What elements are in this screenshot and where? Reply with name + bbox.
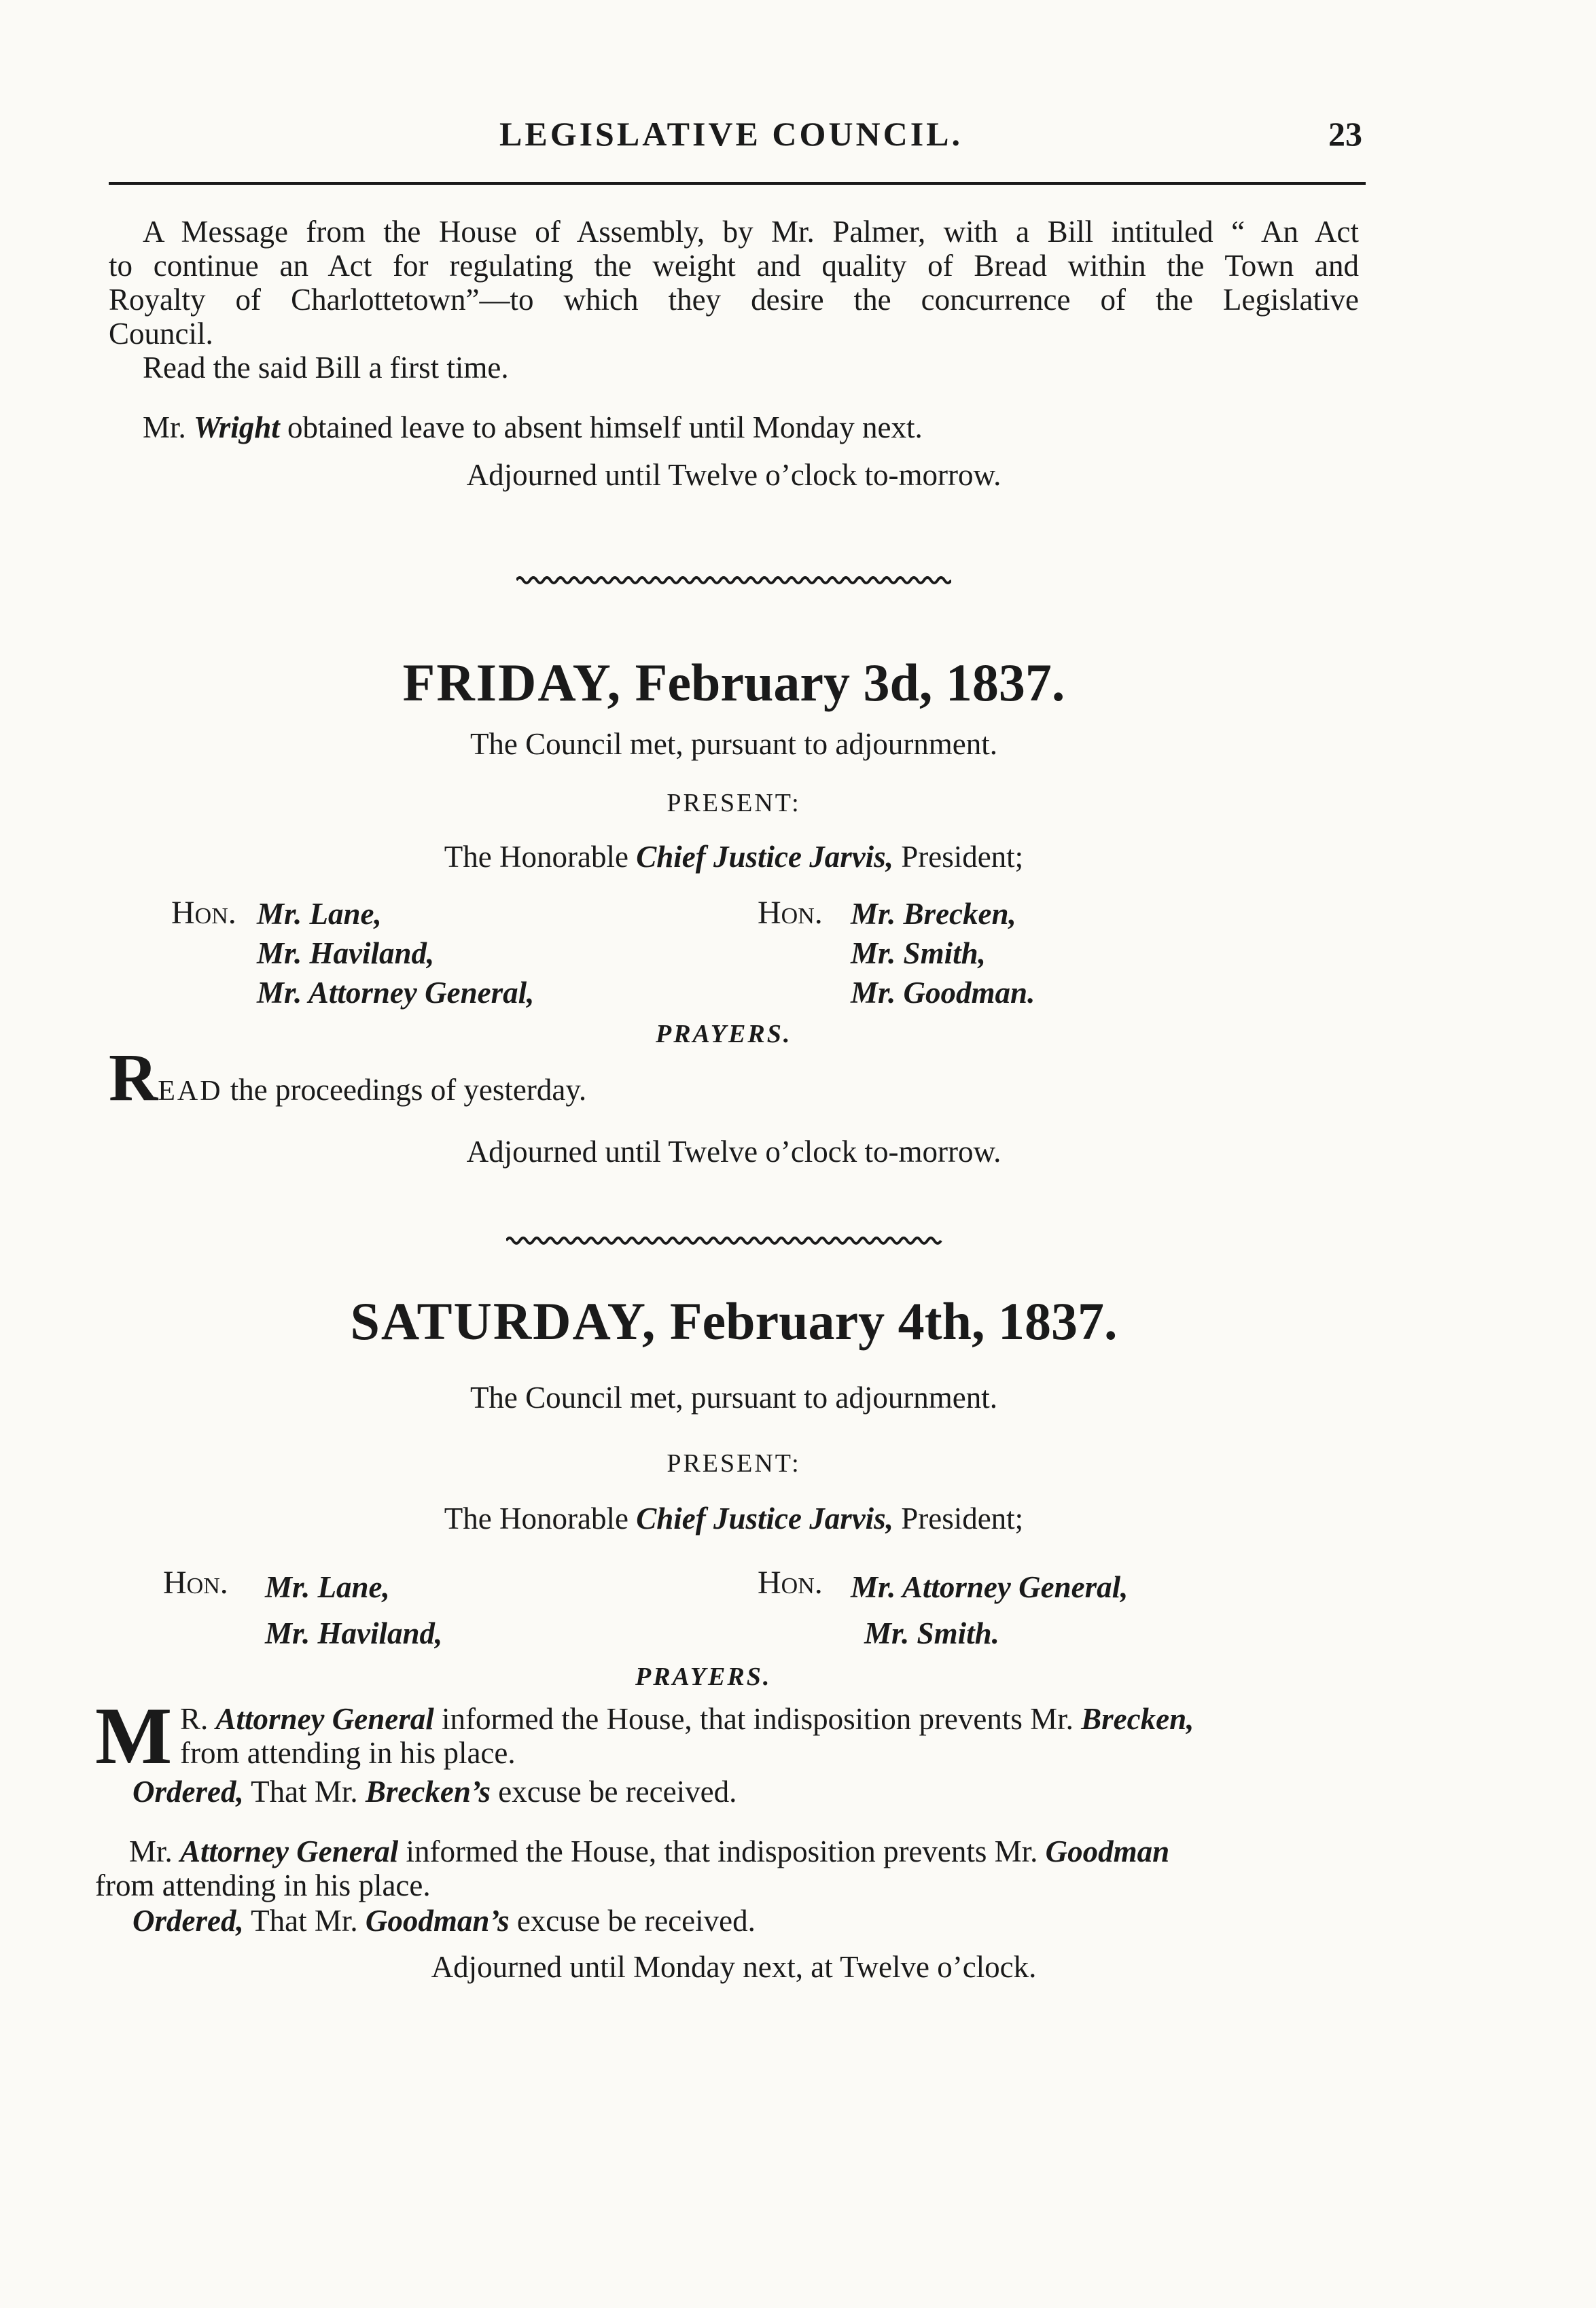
drop-cap: M	[95, 1690, 173, 1781]
day-heading-friday: FRIDAY, February 3d, 1837.	[402, 653, 1065, 712]
council-met-line: The Council met, pursuant to adjournment.	[469, 727, 998, 761]
leave-paragraph	[143, 410, 923, 444]
message-line: Royalty of Charlottetown”—to which they desire the concurrence of the Legislative	[109, 283, 1359, 317]
member-name: Mr. Haviland,	[265, 1616, 443, 1650]
hon-label: Hon.	[171, 895, 236, 931]
members-right	[851, 894, 1035, 1012]
member-name: Goodman	[1045, 1834, 1170, 1868]
section-divider	[516, 574, 951, 586]
read-first-line: Read the said Bill a first time.	[143, 351, 509, 385]
member-name: Attorney General	[180, 1834, 399, 1868]
members-left	[265, 1564, 442, 1656]
message-line: A Message from the House of Assembly, by Mr. Palmer, with a Bill intituled “ An Act	[143, 215, 1359, 249]
member-name: Brecken’s	[365, 1775, 491, 1809]
member-name: Chief Justice Jarvis,	[636, 1502, 893, 1535]
member-name: Mr. Haviland,	[257, 936, 435, 970]
paragraph-line: from attending in his place.	[180, 1736, 516, 1770]
ordered-line: Ordered, That Mr. Brecken’s excuse be received.	[132, 1775, 737, 1809]
header-rule	[109, 182, 1366, 185]
member-name: Brecken,	[1081, 1702, 1194, 1736]
member-name: Mr. Brecken,	[851, 897, 1016, 931]
present-label: PRESENT:	[667, 789, 801, 817]
member-name: Mr. Attorney General,	[851, 1570, 1129, 1604]
section-divider	[506, 1235, 944, 1247]
adjourned-line: Adjourned until Monday next, at Twelve o’clock.	[431, 1950, 1037, 1984]
present-label: PRESENT:	[667, 1449, 801, 1478]
member-name: Mr. Lane,	[265, 1570, 390, 1604]
paragraph-line: from attending in his place.	[95, 1868, 431, 1902]
member-name: Mr. Goodman.	[851, 976, 1035, 1010]
council-met-line: The Council met, pursuant to adjournment.	[469, 1381, 998, 1415]
page-number: 23	[1328, 115, 1362, 153]
prayers-label: PRAYERS.	[656, 1020, 792, 1048]
paragraph-line: R. Attorney General informed the House, that indisposition prevents Mr. Brecken,	[180, 1702, 1194, 1736]
running-header: LEGISLATIVE COUNCIL.	[499, 115, 963, 153]
paragraph-line: Mr. Attorney General informed the House, that indisposition prevents Mr. Goodman	[129, 1834, 1170, 1868]
message-line: to continue an Act for regulating the weight and quality of Bread within the Town and	[109, 249, 1359, 283]
president-line: The Honorable Chief Justice Jarvis, President;	[444, 840, 1024, 874]
member-name: Wright	[194, 410, 280, 444]
members-right	[851, 1564, 1128, 1656]
members-left	[257, 894, 534, 1012]
hon-label: Hon.	[758, 895, 823, 931]
president-line: The Honorable Chief Justice Jarvis, President;	[444, 1502, 1024, 1535]
indisposition-paragraph	[95, 1834, 1362, 1902]
adjourned-line: Adjourned until Twelve o’clock to-morrow.	[466, 1135, 1001, 1169]
ordered-line: Ordered, That Mr. Goodman’s excuse be received.	[132, 1904, 756, 1938]
indisposition-paragraph	[180, 1702, 1362, 1770]
read-proceedings-line: READ the proceedings of yesterday.	[109, 1040, 587, 1115]
adjourned-line: Adjourned until Twelve o’clock to-morrow.	[466, 458, 1001, 492]
message-paragraph	[109, 215, 1359, 385]
hon-label: Hon.	[758, 1565, 823, 1601]
day-heading-saturday: SATURDAY, February 4th, 1837.	[350, 1292, 1118, 1351]
member-name: Attorney General	[215, 1702, 434, 1736]
member-name: Goodman’s	[365, 1904, 510, 1938]
member-name: Mr. Smith,	[851, 936, 986, 970]
hon-label: Hon.	[163, 1565, 228, 1601]
prayers-label: PRAYERS.	[635, 1663, 772, 1691]
member-name: Mr. Smith.	[864, 1616, 999, 1650]
leave-line: Mr. Wright obtained leave to absent himself until Monday next.	[143, 410, 923, 444]
member-name: Chief Justice Jarvis,	[636, 840, 893, 874]
member-name: Mr. Lane,	[257, 897, 382, 931]
drop-cap: R	[109, 1040, 158, 1115]
member-name: Mr. Attorney General,	[257, 976, 535, 1010]
message-line: Council.	[109, 317, 213, 351]
